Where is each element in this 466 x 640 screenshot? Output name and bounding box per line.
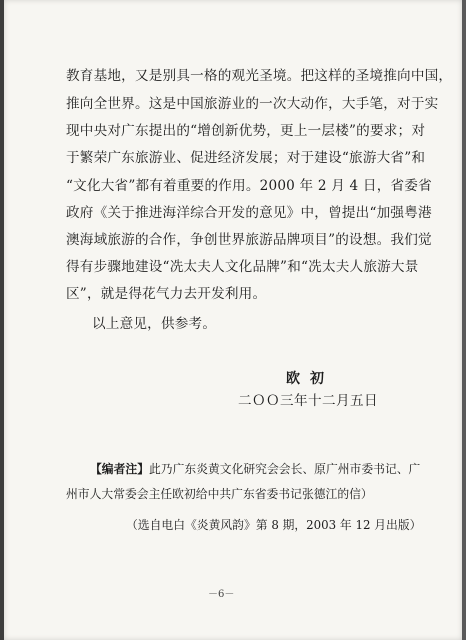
body-line-5: “文化大省”都有着重要的作用。2000 年 2 月 4 日，省委省 (66, 178, 432, 194)
editor-note-line-1 (90, 462, 420, 476)
editor-note-line-2: 州市人大常委会主任欧初给中共广东省委书记张德江的信） (66, 487, 373, 501)
body-line-7: 澳海域旅游的合作，争创世界旅游品牌项目”的设想。我们觉 (66, 232, 432, 248)
closing-line: 以上意见，供参考。 (92, 316, 217, 332)
body-line-6: 政府《关于推进海洋综合开发的意见》中，曾提出“加强粤港 (66, 205, 432, 221)
body-line-1: 教育基地，又是别具一格的观光圣境。把这样的圣境推向中国， (66, 68, 453, 84)
author-name: 欧初 (286, 371, 334, 387)
body-line-2: 推向全世界。这是中国旅游业的一次大动作，大手笔，对于实 (66, 96, 439, 112)
page-number: －6－ (208, 589, 235, 600)
editor-note-text-1: 此乃广东炎黄文化研究会会长、原广州市委书记、广 (149, 462, 421, 476)
body-line-9: 区”，就是得花气力去开发利用。 (66, 286, 267, 302)
source-citation: （选自电白《炎黄风韵》第 8 期，2003 年 12 月出版） (126, 518, 422, 532)
scan-edge-right (462, 0, 466, 640)
body-line-3: 现中央对广东提出的“增创新优势，更上一层楼”的要求；对 (66, 123, 426, 139)
body-line-4: 于繁荣广东旅游业、促进经济发展；对于建设“旅游大省”和 (66, 150, 426, 166)
body-line-8: 得有步骤地建设“冼太夫人文化品牌”和“冼太夫人旅游大景 (66, 259, 419, 275)
signature-date: 二ＯＯ三年十二月五日 (238, 393, 378, 409)
editor-note-label: 【编者注】 (90, 462, 149, 476)
